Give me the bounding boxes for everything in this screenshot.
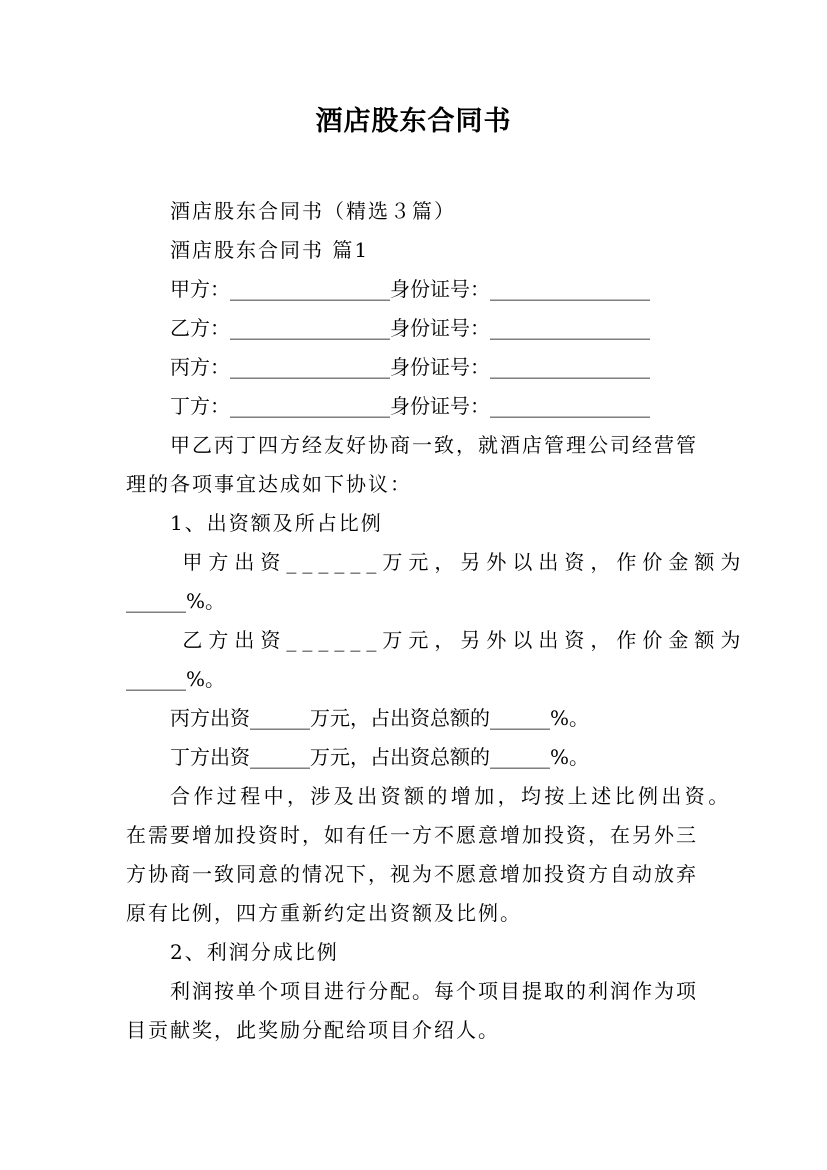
document-title: 酒店股东合同书: [315, 106, 512, 137]
party-a-line: 甲方：________________身份证号：________________: [170, 277, 650, 301]
clause-heading: 2、利润分成比例: [170, 940, 339, 964]
party-d-line: 丁方：________________身份证号：________________: [170, 394, 650, 418]
paragraph-line: 甲方出资______万元，另外以出资，作价金额为: [170, 550, 747, 574]
paragraph-line: 甲乙丙丁四方经友好协商一致，就酒店管理公司经营管: [170, 433, 698, 457]
subtitle-line: 酒店股东合同书（精选３篇）: [170, 199, 456, 223]
paragraph-line: 方协商一致同意的情况下，视为不愿意增加投资方自动放弃: [126, 862, 698, 886]
paragraph-line: ______%。: [126, 667, 226, 691]
paragraph-line: 利润按单个项目进行分配。每个项目提取的利润作为项: [170, 979, 698, 1003]
paragraph-line: ______%。: [126, 589, 226, 613]
paragraph-line: 原有比例，四方重新约定出资额及比例。: [126, 901, 522, 925]
paragraph-line: 理的各项事宜达成如下协议：: [126, 472, 412, 496]
party-b-line: 乙方：________________身份证号：________________: [170, 316, 650, 340]
paragraph-line: 目贡献奖，此奖励分配给项目介绍人。: [126, 1018, 500, 1042]
paragraph-line: 在需要增加投资时，如有任一方不愿意增加投资，在另外三: [126, 823, 698, 847]
paragraph-line: 丙方出资______万元，占出资总额的______%。: [170, 706, 590, 730]
party-c-line: 丙方：________________身份证号：________________: [170, 355, 650, 379]
paragraph-line: 合作过程中，涉及出资额的增加，均按上述比例出资。: [170, 784, 732, 808]
section-heading: 酒店股东合同书 篇1: [170, 238, 370, 262]
paragraph-line: 乙方出资______万元，另外以出资，作价金额为: [170, 628, 747, 652]
clause-heading: 1、出资额及所占比例: [170, 511, 383, 535]
paragraph-line: 丁方出资______万元，占出资总额的______%。: [170, 745, 590, 769]
